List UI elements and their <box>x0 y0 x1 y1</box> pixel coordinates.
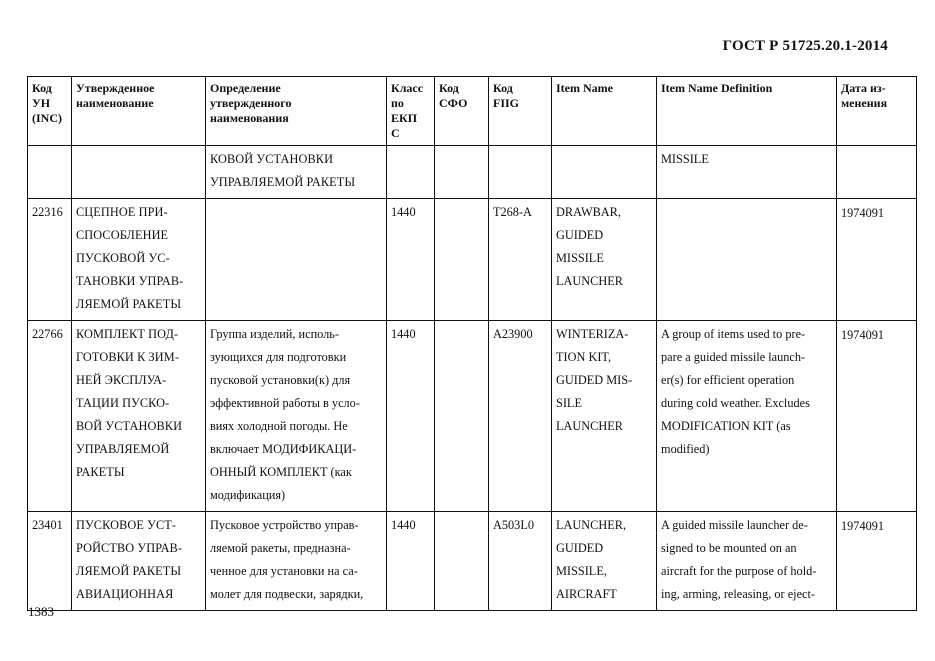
cell-sfo <box>435 199 489 321</box>
header-code-fiig: Код FIIG <box>489 77 552 146</box>
cell-name <box>72 146 206 199</box>
cell-code: 23401 <box>28 512 72 611</box>
cell-code: 22316 <box>28 199 72 321</box>
cell-sfo <box>435 321 489 512</box>
page-number: 1383 <box>28 604 54 619</box>
cell-fiig: A23900 <box>489 321 552 512</box>
cell-item-definition: A group of items used to pre- pare a guided missile launch- er(s) for efficient operation during cold weather. Excludes MODIFICATION KIT (as modified) <box>657 321 837 512</box>
cell-class: 1440 <box>387 321 435 512</box>
table-row <box>28 321 917 512</box>
header-definition: Определение утвержденного наименования <box>206 77 387 146</box>
cell-fiig: T268-A <box>489 199 552 321</box>
table-row <box>28 199 917 321</box>
header-class-ekps: Класс по ЕКП С <box>387 77 435 146</box>
document-title: ГОСТ Р 51725.20.1-2014 <box>722 38 888 54</box>
cell-item-name: WINTERIZA- TION KIT, GUIDED MIS- SILE LAUNCHER <box>552 321 657 512</box>
cell-item-definition: MISSILE <box>657 146 837 199</box>
header-code-un: Код УН (INC) <box>28 77 72 146</box>
header-row <box>28 77 917 146</box>
table-row <box>28 512 917 611</box>
cell-definition: Пусковое устройство управ- ляемой ракеты, предназна- ченное для установки на са- молет для подвески, зарядки, <box>206 512 387 611</box>
header-change-date: Дата из- менения <box>837 77 917 146</box>
cell-definition: КОВОЙ УСТАНОВКИ УПРАВЛЯЕМОЙ РАКЕТЫ <box>206 146 387 199</box>
cell-definition: Группа изделий, исполь- зующихся для подготовки пусковой установки(к) для эффективной работы в усло- виях холодной погоды. Не включает МОДИФИКАЦИ- ОННЫЙ КОМПЛЕКТ (как модификация) <box>206 321 387 512</box>
catalog-table <box>27 76 917 611</box>
header-item-name-definition: Item Name Definition <box>657 77 837 146</box>
cell-sfo <box>435 512 489 611</box>
cell-code: 22766 <box>28 321 72 512</box>
cell-item-name: DRAWBAR, GUIDED MISSILE LAUNCHER <box>552 199 657 321</box>
cell-name: КОМПЛЕКТ ПОД- ГОТОВКИ К ЗИМ- НЕЙ ЭКСПЛУА- ТАЦИИ ПУСКО- ВОЙ УСТАНОВКИ УПРАВЛЯЕМОЙ РАКЕТЫ <box>72 321 206 512</box>
cell-class <box>387 146 435 199</box>
cell-definition <box>206 199 387 321</box>
cell-name: ПУСКОВОЕ УСТ- РОЙСТВО УПРАВ- ЛЯЕМОЙ РАКЕТЫ АВИАЦИОННАЯ <box>72 512 206 611</box>
cell-fiig <box>489 146 552 199</box>
cell-item-definition: A guided missile launcher de- signed to be mounted on an aircraft for the purpose of hold- ing, arming, releasing, or eject- <box>657 512 837 611</box>
header-item-name: Item Name <box>552 77 657 146</box>
cell-date: 1974091 <box>837 321 917 512</box>
header-approved-name: Утвержденное наименование <box>72 77 206 146</box>
cell-item-definition <box>657 199 837 321</box>
cell-code <box>28 146 72 199</box>
cell-class: 1440 <box>387 199 435 321</box>
cell-date <box>837 146 917 199</box>
cell-item-name: LAUNCHER, GUIDED MISSILE, AIRCRAFT <box>552 512 657 611</box>
cell-name: СЦЕПНОЕ ПРИ- СПОСОБЛЕНИЕ ПУСКОВОЙ УС- ТАНОВКИ УПРАВ- ЛЯЕМОЙ РАКЕТЫ <box>72 199 206 321</box>
cell-date: 1974091 <box>837 512 917 611</box>
cell-class: 1440 <box>387 512 435 611</box>
table-row-continuation <box>28 146 917 199</box>
header-code-sfo: Код СФО <box>435 77 489 146</box>
cell-date: 1974091 <box>837 199 917 321</box>
cell-fiig: A503L0 <box>489 512 552 611</box>
cell-item-name <box>552 146 657 199</box>
cell-sfo <box>435 146 489 199</box>
